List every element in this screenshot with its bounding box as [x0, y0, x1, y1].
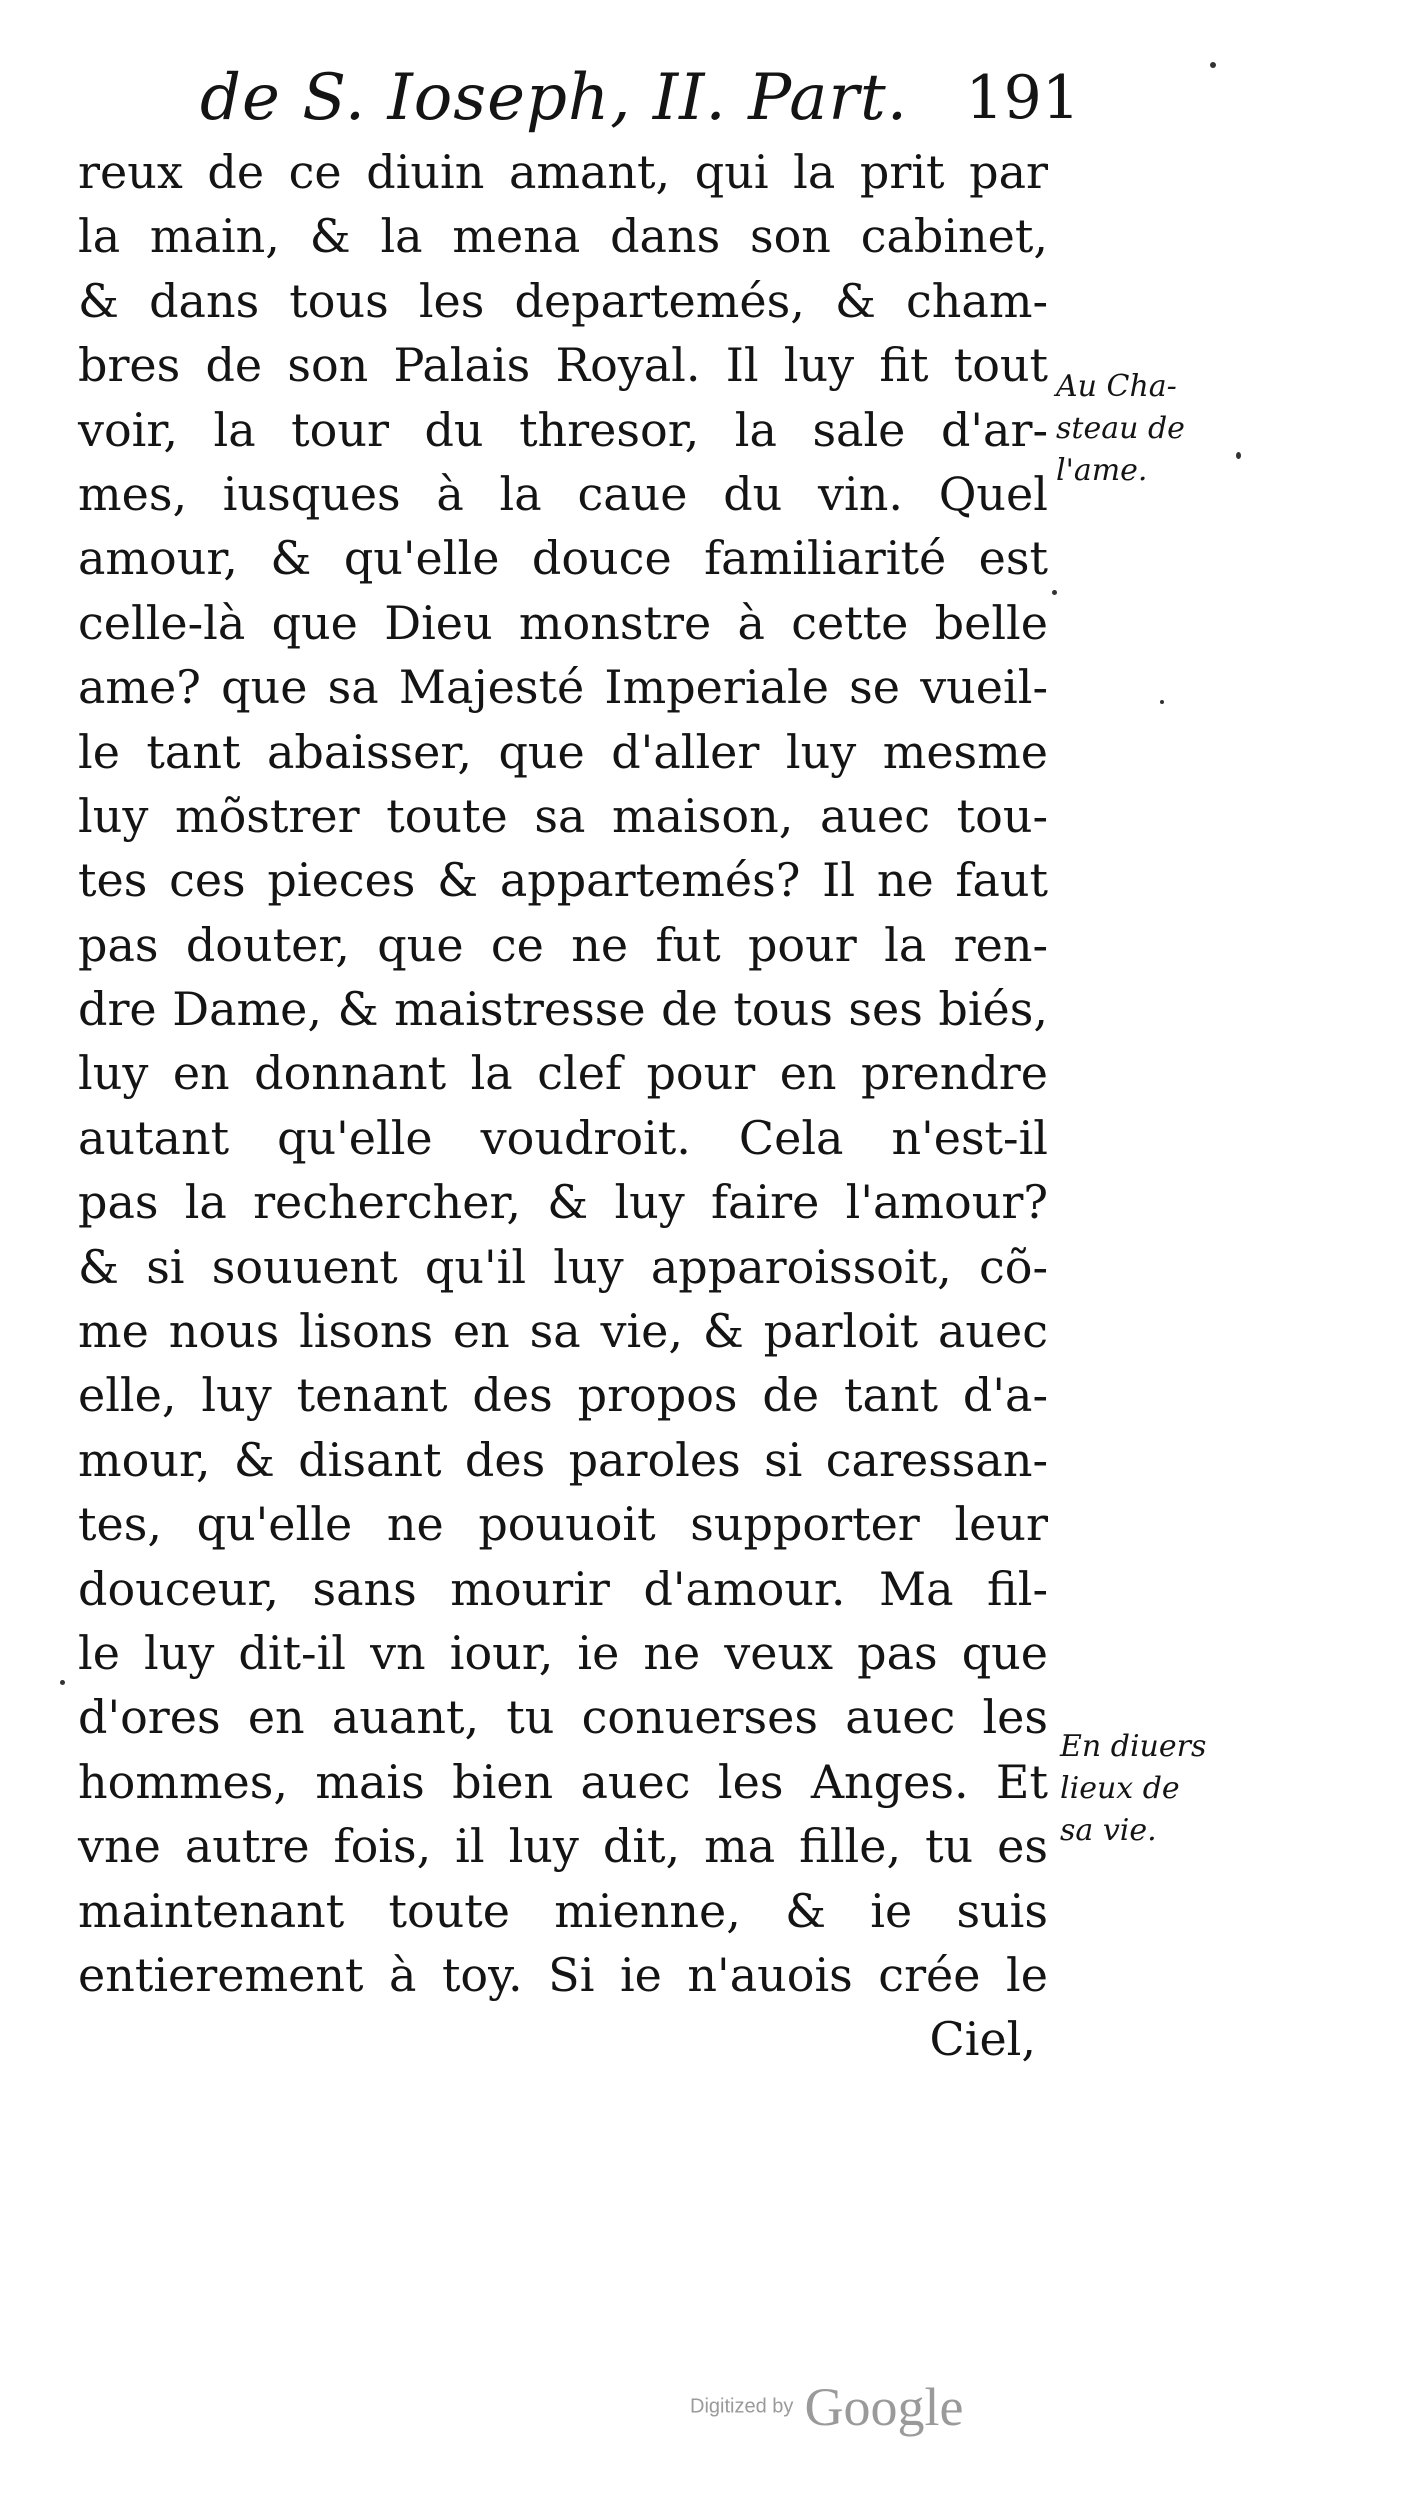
text-line: voir, la tour du thresor, la sale d'ar-	[78, 402, 1048, 457]
text-line: d'ores en auant, tu conuerses auec les	[78, 1690, 1048, 1745]
running-head	[200, 58, 1080, 138]
margin-note-line: sa vie.	[1060, 1813, 1157, 1848]
text-line: hommes, mais bien auec les Anges. Et	[78, 1754, 1048, 1809]
text-line: le luy dit-il vn iour, ie ne veux pas que	[78, 1625, 1048, 1680]
text-line: & dans tous les departemés, & cham-	[78, 273, 1048, 328]
body-text	[78, 140, 1048, 2072]
text-line: entierement à toy. Si ie n'auois crée le	[78, 1947, 1048, 2002]
ink-speck	[60, 1680, 65, 1685]
text-line: elle, luy tenant des propos de tant d'a-	[78, 1368, 1048, 1423]
google-logo: Google	[804, 2377, 964, 2437]
text-line: celle-là que Dieu monstre à cette belle	[78, 595, 1048, 650]
margin-note-line: Au Cha-	[1056, 369, 1177, 404]
margin-note-line: En diuers	[1060, 1729, 1207, 1764]
watermark-prefix: Digitized by	[690, 2395, 794, 2418]
text-line: douceur, sans mourir d'amour. Ma fil-	[78, 1561, 1048, 1616]
text-line: & si souuent qu'il luy apparoissoit, cõ-	[78, 1239, 1048, 1294]
ink-speck	[1052, 590, 1057, 595]
catchword: Ciel,	[929, 2012, 1036, 2067]
text-line: la main, & la mena dans son cabinet,	[78, 209, 1048, 264]
text-line: vne autre fois, il luy dit, ma fille, tu es	[78, 1819, 1048, 1874]
margin-note-line: steau de	[1056, 411, 1185, 446]
page-number: 191	[965, 63, 1080, 133]
text-line: mour, & disant des paroles si caressan-	[78, 1432, 1048, 1487]
text-line: dre Dame, & maistresse de tous ses biés,	[78, 982, 1048, 1037]
margin-note-line: lieux de	[1060, 1771, 1180, 1806]
text-line: me nous lisons en sa vie, & parloit auec	[78, 1304, 1048, 1359]
margin-note-line: l'ame.	[1056, 453, 1148, 488]
text-line: maintenant toute mienne, & ie suis	[78, 1883, 1048, 1938]
text-line: tes, qu'elle ne pouuoit supporter leur	[78, 1497, 1048, 1552]
text-line: luy en donnant la clef pour en prendre	[78, 1046, 1048, 1101]
text-line: amour, & qu'elle douce familiarité est	[78, 531, 1048, 586]
text-line: ame? que sa Majesté Imperiale se vueil-	[78, 660, 1048, 715]
text-line: pas douter, que ce ne fut pour la ren-	[78, 917, 1048, 972]
digitized-watermark	[690, 2376, 963, 2438]
text-line: luy mõstrer toute sa maison, auec tou-	[78, 788, 1048, 843]
text-line: le tant abaisser, que d'aller luy mesme	[78, 724, 1048, 779]
text-line: tes ces pieces & appartemés? Il ne faut	[78, 853, 1048, 908]
ink-speck	[1236, 452, 1241, 459]
text-line: bres de son Palais Royal. Il luy fit tout	[78, 338, 1048, 393]
text-line: autant qu'elle voudroit. Cela n'est-il	[78, 1110, 1048, 1165]
ink-speck	[1160, 700, 1164, 704]
running-title: de S. Ioseph, II. Part.	[200, 61, 909, 135]
text-line: mes, iusques à la caue du vin. Quel	[78, 466, 1048, 521]
margin-note-vie	[1060, 1726, 1206, 1852]
ink-speck	[1210, 62, 1216, 68]
text-line: pas la rechercher, & luy faire l'amour?	[78, 1175, 1048, 1230]
margin-note-chateau	[1056, 366, 1185, 492]
text-line: reux de ce diuin amant, qui la prit par	[78, 145, 1048, 199]
